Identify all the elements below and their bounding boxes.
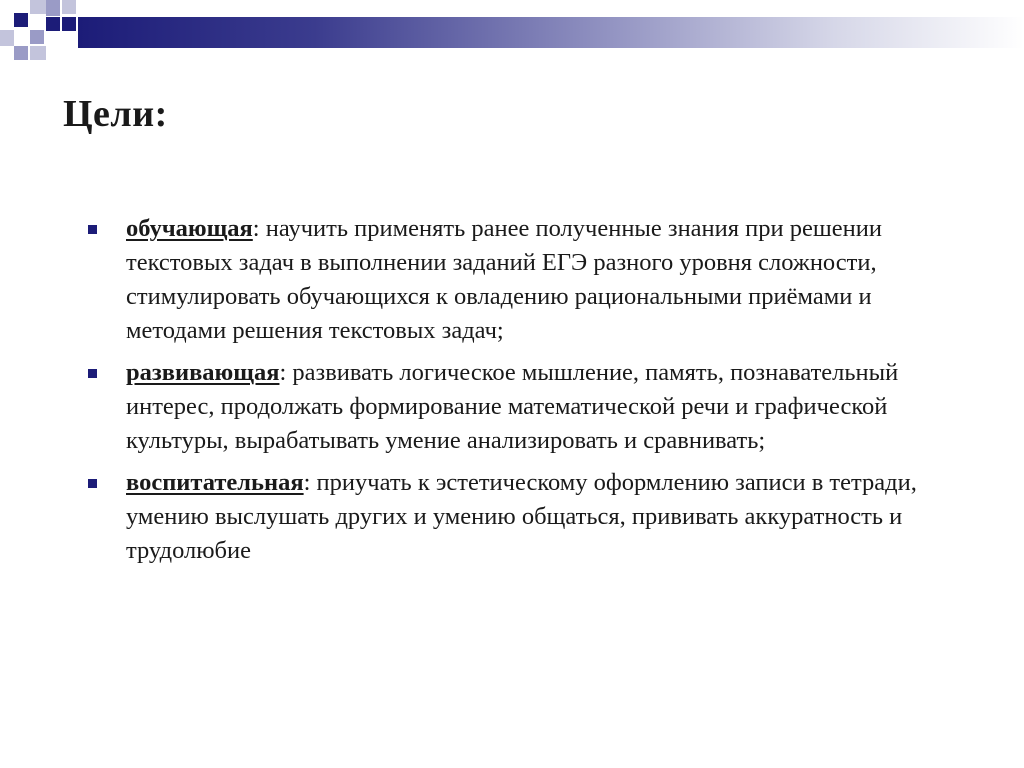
goal-description: : развивать логическое мышление, память, познавательный интерес, продолжать формирование математической речи и графической культуры, вырабатывать умение анализировать и сравнивать;: [126, 359, 899, 454]
decor-square: [30, 46, 46, 60]
slide-title: Цели:: [63, 93, 168, 135]
goal-item-educational: [88, 466, 948, 568]
decor-square: [0, 30, 14, 46]
goal-item-teaching: [88, 212, 948, 348]
decor-square: [62, 0, 76, 14]
goal-item-developing: [88, 356, 948, 458]
header-gradient-bar: [78, 17, 1024, 48]
goal-description: : научить применять ранее полученные знания при решении текстовых задач в выполнении заданий ЕГЭ разного уровня сложности, стимулировать обучающихся к овладению рациональными приёмами и методами решения текстовых задач;: [126, 215, 882, 344]
goal-term: воспитательная: [126, 469, 304, 496]
decor-square: [62, 17, 76, 31]
goal-description: : приучать к эстетическому оформлению записи в тетради, умению выслушать других и умению общаться, прививать аккуратность и трудолюбие: [126, 469, 917, 564]
decor-square: [14, 46, 28, 60]
decor-square: [30, 30, 44, 44]
goals-list: [88, 212, 948, 576]
goal-term: развивающая: [126, 359, 280, 386]
square-bullet-icon: [88, 479, 97, 488]
square-bullet-icon: [88, 225, 97, 234]
decor-square: [30, 0, 46, 14]
decor-square: [46, 0, 60, 16]
decor-square: [14, 13, 28, 27]
square-bullet-icon: [88, 369, 97, 378]
decor-square: [46, 17, 60, 31]
goal-term: обучающая: [126, 215, 253, 242]
